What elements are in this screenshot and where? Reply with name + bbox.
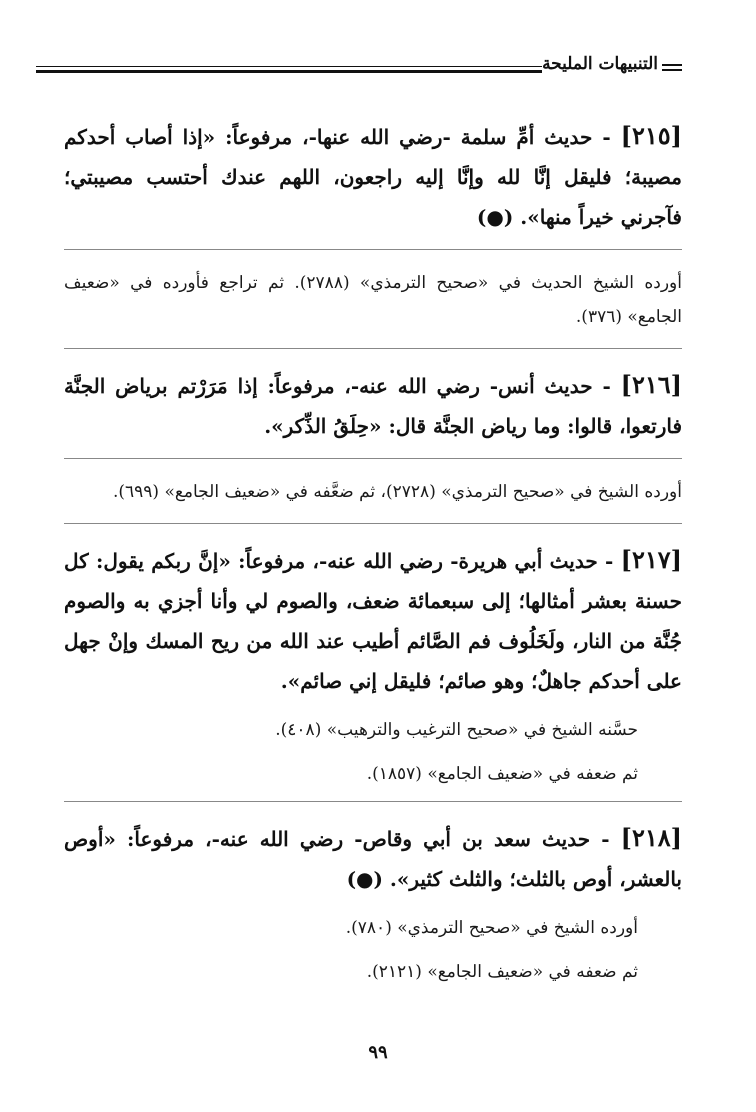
- section-divider: [64, 348, 682, 349]
- grading-note: حسَّنه الشيخ في «صحيح الترغيب والترهيب» (٤٠٨).: [275, 720, 638, 740]
- hadith-entry-217: [64, 540, 682, 701]
- entry-number: [٢١٨]: [620, 823, 682, 852]
- page-body: [64, 116, 682, 999]
- section-divider: [64, 523, 682, 524]
- hadith-text: - حديث أبي هريرة- رضي الله عنه-، مرفوعاً: «إنَّ ربكم يقول: كل حسنة بعشر أمثالها؛ إلى سبعمائة ضعف، والصوم لي وأنا أجزي به والصوم جُنَّة من النار، ولَخَلُوف فم الصَّائم أطيب عند الله من ريح المسك وإنْ جهل على أحدكم جاهلٌ؛ وهو صائم؛ فليقل إني صائم».: [64, 549, 682, 693]
- grading-note: أورده الشيخ في «صحيح الترمذي» (٧٨٠).: [345, 918, 638, 938]
- hadith-text: - حديث سعد بن أبي وقاص- رضي الله عنه-، مرفوعاً: «أوص بالعشر، أوص بالثلث؛ والثلث كثير». (●): [64, 827, 682, 891]
- hadith-entry-215: [64, 116, 682, 237]
- header-dash-ornament: [662, 64, 682, 71]
- grading-note: ثم ضعفه في «ضعيف الجامع» (٢١٢١).: [366, 962, 638, 982]
- page-number: ٩٩: [368, 1042, 388, 1063]
- entry-number: [٢١٧]: [620, 545, 682, 574]
- entry-number: [٢١٥]: [620, 121, 682, 150]
- grading-note: أورده الشيخ في «صحيح الترمذي» (٢٧٢٨)، ثم ضعَّفه في «ضعيف الجامع» (٦٩٩).: [112, 482, 682, 502]
- grading-note: ثم ضعفه في «ضعيف الجامع» (١٨٥٧).: [366, 764, 638, 784]
- hadith-entry-216: [64, 365, 682, 446]
- running-header: [36, 52, 682, 84]
- header-rule-thick: [36, 70, 542, 73]
- entry-number: [٢١٦]: [620, 370, 682, 399]
- hadith-text: - حديث أمِّ سلمة -رضي الله عنها-، مرفوعاً: «إذا أصاب أحدكم مصيبة؛ فليقل إنَّا لله وإنَّا إليه راجعون، اللهم عندك أحتسب مصيبتي؛ فآجرني خيراً منها». (●): [64, 125, 682, 229]
- section-divider: [64, 458, 682, 459]
- grading-note: أورده الشيخ الحديث في «صحيح الترمذي» (٢٧٨٨). ثم تراجع فأورده في «ضعيف الجامع» (٣٧٦).: [64, 273, 682, 327]
- header-title: التنبيهات المليحة: [542, 54, 658, 74]
- header-rule-thin: [36, 66, 542, 67]
- hadith-text: - حديث أنس- رضي الله عنه-، مرفوعاً: إذا مَرَرْتم برياض الجنَّة فارتعوا، قالوا: وما رياض الجنَّة قال: «حِلَقُ الذِّكر».: [64, 374, 682, 438]
- section-divider: [64, 801, 682, 802]
- hadith-entry-218: [64, 818, 682, 899]
- section-divider: [64, 249, 682, 250]
